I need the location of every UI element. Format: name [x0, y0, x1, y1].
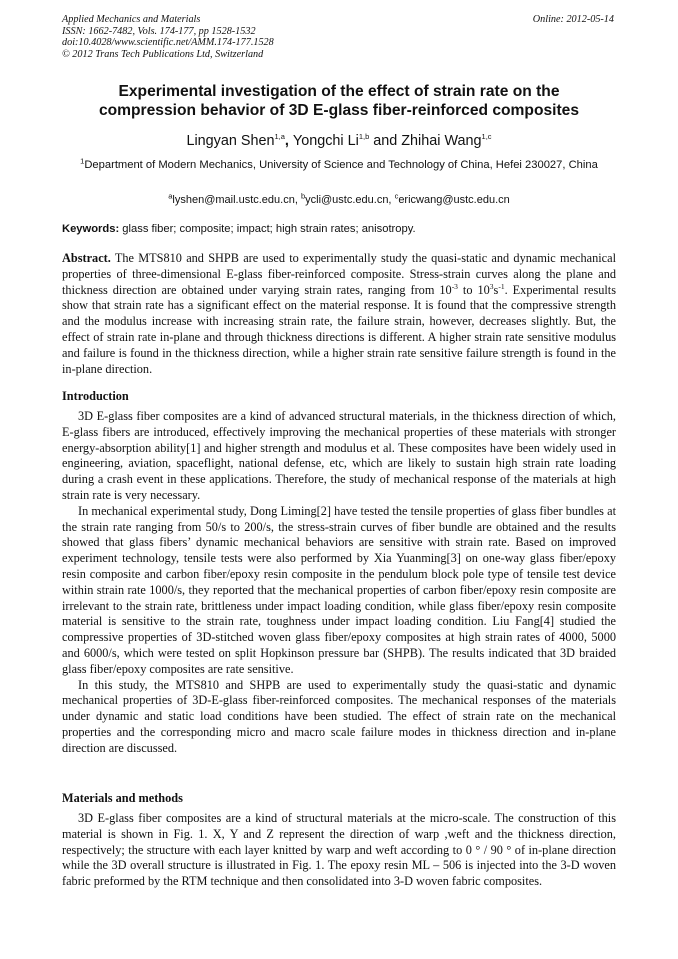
author-affil-mark: 1,a — [274, 132, 285, 142]
author-affil-mark: 1,b — [358, 132, 370, 142]
copyright-line: © 2012 Trans Tech Publications Ltd, Switzerland — [62, 48, 264, 60]
paragraph: 3D E-glass fiber composites are a kind of structural materials at the micro-scale. The construction of this material is shown in Fig. 1. X, Y and Z represent the direction of warp ,weft and the thickness direction, respectively; the structure with each layer knitted by warp and weft according to 0 ° / 90 ° of in-plane direction while the 3D overall structure is illustrated in Fig. 1. The epoxy resin ML – 506 is injected into the 3-D woven fabric preformed by the RTM technique and then consolidated into 3-D woven fabric composites. — [62, 811, 616, 889]
journal-header — [62, 14, 274, 60]
author-name: Lingyan Shen — [186, 133, 275, 149]
section-heading-methods: Materials and methods — [62, 791, 183, 805]
paragraph: 3D E-glass fiber composites are a kind of advanced structural materials, in the thickness direction of which, E-glass fibers are introduced, effectively improving the mechanical properties of these materials with stronger energy-absorption ability[1] and higher strength and modulus et al. These composites have been widely used in engineering, aviation, spaceflight, national defense, etc, which are likely to sustain high strain rate loading during a crash event in these applications. Therefore, the study of mechanical response of the materials at high strain rate is very necessary. — [62, 409, 616, 502]
methods-body — [62, 811, 616, 890]
exponent: 3 — [489, 281, 494, 291]
abstract — [62, 251, 616, 377]
section-heading-introduction: Introduction — [62, 389, 129, 403]
email-list — [60, 191, 618, 206]
email-mark: a — [168, 191, 173, 201]
abstract-text: . Experimental results show that strain rate has a significant effect on the material response. It is found that the compressive strength and the modulus increase with increasing strain rate, the failure strain, however, decreases slightly. But, the effect of strain rate in-plane and through thickness directions is different. A higher strain rate sensitive modulus and failure is found in the thickness direction, while a higher strain rate sensitive failure strength is found in the in-plane direction. — [62, 282, 616, 376]
author-separator: , — [284, 133, 293, 149]
author-name: Zhihai Wang — [401, 133, 482, 149]
affiliation — [62, 158, 616, 173]
keywords — [62, 223, 616, 235]
keywords-label: Keywords: — [62, 223, 120, 235]
abstract-label: Abstract. — [62, 251, 111, 265]
abstract-text: to 10 — [457, 282, 490, 297]
email-address: ericwang@ustc.edu.cn — [398, 194, 510, 206]
affil-mark: 1 — [80, 156, 85, 166]
author-name: Yongchi Li — [292, 133, 359, 149]
affil-text: Department of Modern Mechanics, University of Science and Technology of China, Hefei 230027, China — [84, 159, 598, 171]
email-mark: b — [300, 191, 306, 201]
online-date: Online: 2012-05-14 — [532, 14, 614, 25]
abstract-text: s — [493, 282, 499, 297]
journal-name: Applied Mechanics and Materials — [62, 14, 201, 25]
paragraph: In this study, the MTS810 and SHPB are used to experimentally study the quasi-static and dynamic mechanical properties of 3D-E-glass fiber-reinforced composites. The mechanical responses of the materials under dynamic and static load conditions have been studied. The effect of strain rate on the mechanical properties and the corresponding micro and macro scale failure modes in thickness direction and in-plane direction are discussed. — [62, 677, 616, 755]
author-affil-mark: 1,c — [481, 132, 492, 142]
author-list — [60, 133, 618, 149]
exponent: -1 — [498, 281, 505, 291]
introduction-body — [62, 409, 616, 757]
abstract-text: The MTS810 and SHPB are used to experimentally study the quasi-static and dynamic mechanical properties of three-dimensional E-glass fiber-reinforced composite. Stress-strain curves along the plane and thickness direction are obtained under varying strain rates, ranging from 10 — [62, 251, 616, 297]
keywords-text: glass fiber; composite; impact; high strain rates; anisotropy. — [119, 223, 416, 235]
paper-title — [60, 82, 618, 120]
title-line-1: Experimental investigation of the effect of strain rate on the — [118, 83, 560, 100]
paragraph: In mechanical experimental study, Dong Liming[2] have tested the tensile properties of glass fiber bundles at the strain rate ranging from 50/s to 200/s, the stress-strain curves of fiber bundle are obtained and the results showed that glass fibers’ dynamic mechanical behaviors are sensitive with strain rate. Based on improved experiment technology, tensile tests were also performed by Xia Yuanming[3] on one-way glass fiber/epoxy resin composite and carbon fiber/epoxy resin composite in the pendulum block pole type of tensile test device within strain rate 1000/s, they reported that the mechanical properties of carbon fiber/epoxy resin composite are irrelevant to the strain rate, brittleness under impact loading condition, while glass fiber/epoxy resin composite material is sensitive to the strain rate, toughness under impact loading condition. Liu Fang[4] studied the compressive properties of 3D-stitched woven glass fiber/epoxy composites at high strain rates of 4000, 5000 and 6000/s, which were tested on split Hopkinson pressure bar (SHPB). The results indicated that 3D braided glass fiber/epoxy composites are rate sensitive. — [62, 503, 616, 676]
author-separator: and — [369, 133, 402, 149]
title-line-2: compression behavior of 3D E-glass fiber-reinforced composites — [98, 102, 580, 119]
email-address: ycli@ustc.edu.cn, — [305, 194, 395, 206]
doi-line: doi:10.4028/www.scientific.net/AMM.174-177.1528 — [62, 37, 274, 49]
email-mark: c — [394, 191, 399, 201]
email-address: lyshen@mail.ustc.edu.cn, — [172, 194, 301, 206]
exponent: -3 — [451, 281, 458, 291]
issn-line: ISSN: 1662-7482, Vols. 174-177, pp 1528-1532 — [62, 25, 256, 37]
